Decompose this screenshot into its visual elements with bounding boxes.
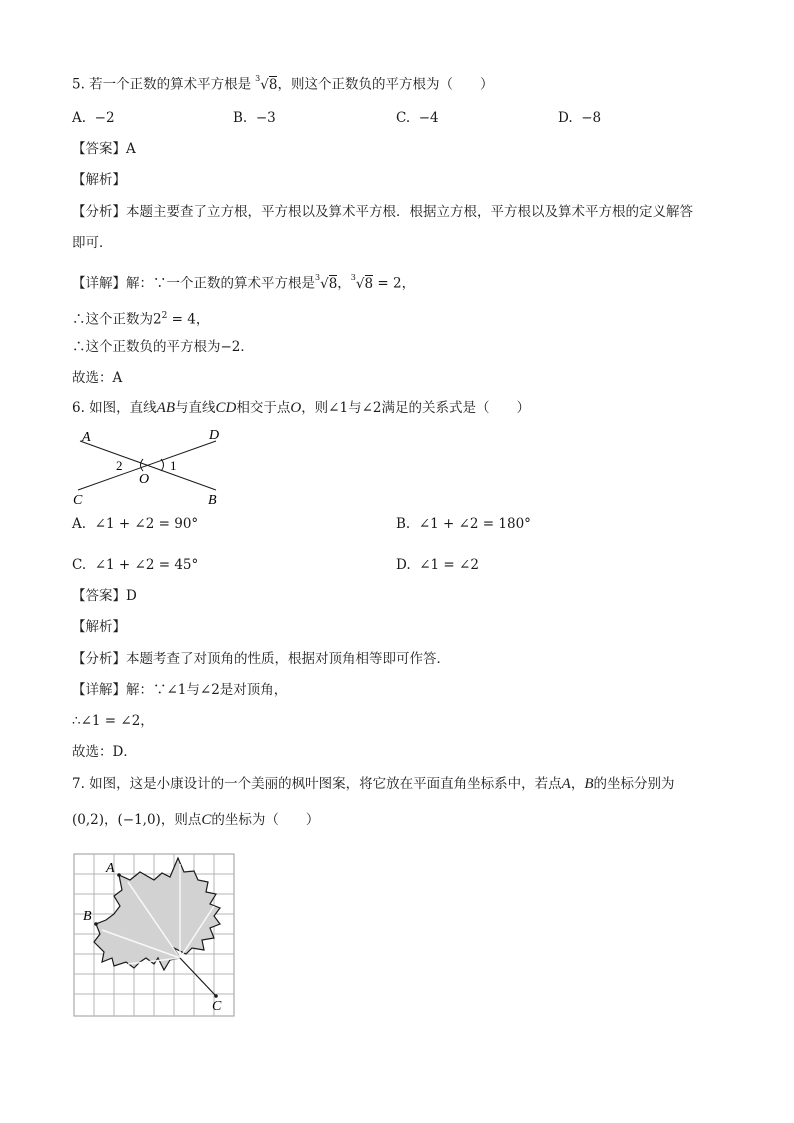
q6-option-d[interactable] xyxy=(396,555,479,575)
text: ∴这个正数为 xyxy=(72,311,153,328)
q6-choose: 故选：D． xyxy=(72,744,137,760)
label-c: C xyxy=(73,493,83,508)
q7-maple-leaf-grid-figure xyxy=(70,850,240,1020)
line-cd-label: CD xyxy=(215,400,237,416)
point-c-label: C xyxy=(201,812,212,828)
exponent: 2 xyxy=(161,311,168,321)
q5-stem xyxy=(72,71,493,95)
q5-radical-index: 3 xyxy=(255,74,261,83)
leaf-stem xyxy=(180,958,216,996)
option-value: −4 xyxy=(418,110,439,126)
q5-analysis-tag: 【解析】 xyxy=(72,172,126,188)
q5-xiangjie xyxy=(72,270,415,294)
q5-line-positive xyxy=(72,306,209,330)
point-b xyxy=(94,922,98,926)
stem-text: 6. 如图，直线 xyxy=(72,400,157,416)
answer-tag: 【答案】 xyxy=(72,588,126,604)
option-value: ∠1 + ∠2 = 180° xyxy=(418,516,531,532)
fenxi-tag: 【分析】 xyxy=(72,204,126,220)
fenxi-text: 本题主要查了立方根，平方根以及算术平方根．根据立方根，平方根以及算术平方根的定义解答 xyxy=(126,204,693,220)
q5-choose: 故选：A xyxy=(72,370,123,386)
xiangjie-tag: 【详解】 xyxy=(72,682,126,698)
label-d: D xyxy=(209,428,220,443)
q6-fenxi xyxy=(72,649,450,669)
radical-index: 3 xyxy=(315,273,321,282)
option-value: −8 xyxy=(581,110,602,126)
q6-therefore: ∴∠1 = ∠2， xyxy=(72,713,154,729)
xiangjie-text: 解：∵∠1与∠2是对顶角， xyxy=(126,682,288,698)
label-a: A xyxy=(106,861,115,876)
q5-fenxi xyxy=(72,202,693,222)
q7-stem-line2 xyxy=(72,810,319,830)
label-angle-1: 1 xyxy=(170,458,177,473)
base: 2 xyxy=(153,311,162,328)
q6-analysis-tag: 【解析】 xyxy=(72,619,126,635)
point-a xyxy=(117,873,121,877)
answer-tag: 【答案】 xyxy=(72,141,126,157)
option-letter: C. xyxy=(396,110,411,126)
q5-cube-root: $^3$√8 xyxy=(255,74,278,93)
fenxi-text: 本题考查了对顶角的性质，根据对顶角相等即可作答． xyxy=(126,651,450,667)
q6-option-b[interactable] xyxy=(396,514,531,534)
fenxi-tag: 【分析】 xyxy=(72,651,126,667)
q6-option-a[interactable] xyxy=(72,514,198,534)
q5-answer xyxy=(72,139,136,159)
q5-option-a[interactable] xyxy=(72,108,115,128)
q5-stem-start: 5. 若一个正数的算术平方根是 xyxy=(72,76,252,93)
point-b-label: B xyxy=(584,776,594,792)
option-value: ∠1 + ∠2 = 90° xyxy=(94,516,199,532)
q6-answer xyxy=(72,586,137,606)
angle-2-arc xyxy=(141,459,144,471)
option-letter: A. xyxy=(72,516,87,532)
point-a-label: A xyxy=(561,776,571,792)
option-value: −3 xyxy=(255,110,276,126)
q5-option-b[interactable] xyxy=(233,108,276,128)
stem-text: 相交于点 xyxy=(236,400,291,416)
xiangjie-text: 解：∵一个正数的算术平方根是 xyxy=(126,275,315,292)
q6-stem xyxy=(72,398,530,418)
option-letter: B. xyxy=(396,516,411,532)
q5-option-d[interactable] xyxy=(558,108,601,128)
option-letter: D. xyxy=(396,557,411,573)
stem-text: 的坐标分别为 xyxy=(593,776,675,792)
point-c xyxy=(214,994,218,998)
option-letter: D. xyxy=(558,110,573,126)
option-letter: C. xyxy=(72,557,87,573)
label-b: B xyxy=(83,909,92,924)
option-value: −2 xyxy=(94,110,115,126)
label-b: B xyxy=(208,493,217,508)
option-value: ∠1 = ∠2 xyxy=(419,557,479,573)
q6-option-c[interactable] xyxy=(72,555,198,575)
answer-value: D xyxy=(126,588,137,604)
q5-stem-end: ，则这个正数负的平方根为（ ） xyxy=(277,76,494,93)
option-letter: B. xyxy=(233,110,248,126)
point-o-label: O xyxy=(290,400,302,416)
stem-text: ，则∠1与∠2满足的关系式是（ ） xyxy=(301,400,530,416)
option-value: ∠1 + ∠2 = 45° xyxy=(94,557,199,573)
stem-text: 与直线 xyxy=(175,400,216,416)
answer-value: A xyxy=(126,141,136,157)
stem-text: 的坐标为（ ） xyxy=(211,812,320,828)
q6-xiangjie xyxy=(72,680,287,700)
separator: ， xyxy=(337,275,351,292)
equation: = 2， xyxy=(377,275,416,292)
radicand: 8 xyxy=(328,275,338,292)
cube-root: $^3$√8 xyxy=(315,273,338,292)
radical-index: 3 xyxy=(350,273,356,282)
separator: ， xyxy=(570,776,585,792)
cube-root-2: $^3$√8 xyxy=(350,273,374,292)
label-angle-2: 2 xyxy=(116,458,123,473)
label-c: C xyxy=(212,999,222,1014)
q5-line-negative: ∴这个正数负的平方根为−2． xyxy=(72,339,254,355)
q5-option-c[interactable] xyxy=(396,108,439,128)
q7-stem-line1 xyxy=(72,774,675,794)
equation: = 4， xyxy=(171,311,210,328)
q5-fenxi-cont: 即可． xyxy=(72,235,113,251)
label-o: O xyxy=(139,472,150,487)
label-a: A xyxy=(82,430,91,445)
stem-text: 7. 如图，这是小康设计的一个美丽的枫叶图案，将它放在平面直角坐标系中，若点 xyxy=(72,776,562,792)
stem-text: ，则点 xyxy=(160,812,202,828)
coordinates: (0,2)，(−1,0) xyxy=(72,812,161,828)
line-ab-label: AB xyxy=(156,400,175,416)
xiangjie-tag: 【详解】 xyxy=(72,275,126,292)
option-letter: A. xyxy=(72,110,87,126)
q6-intersecting-lines-figure xyxy=(66,424,236,510)
q5-radicand: 8 xyxy=(268,76,278,93)
radicand: 8 xyxy=(364,275,374,292)
